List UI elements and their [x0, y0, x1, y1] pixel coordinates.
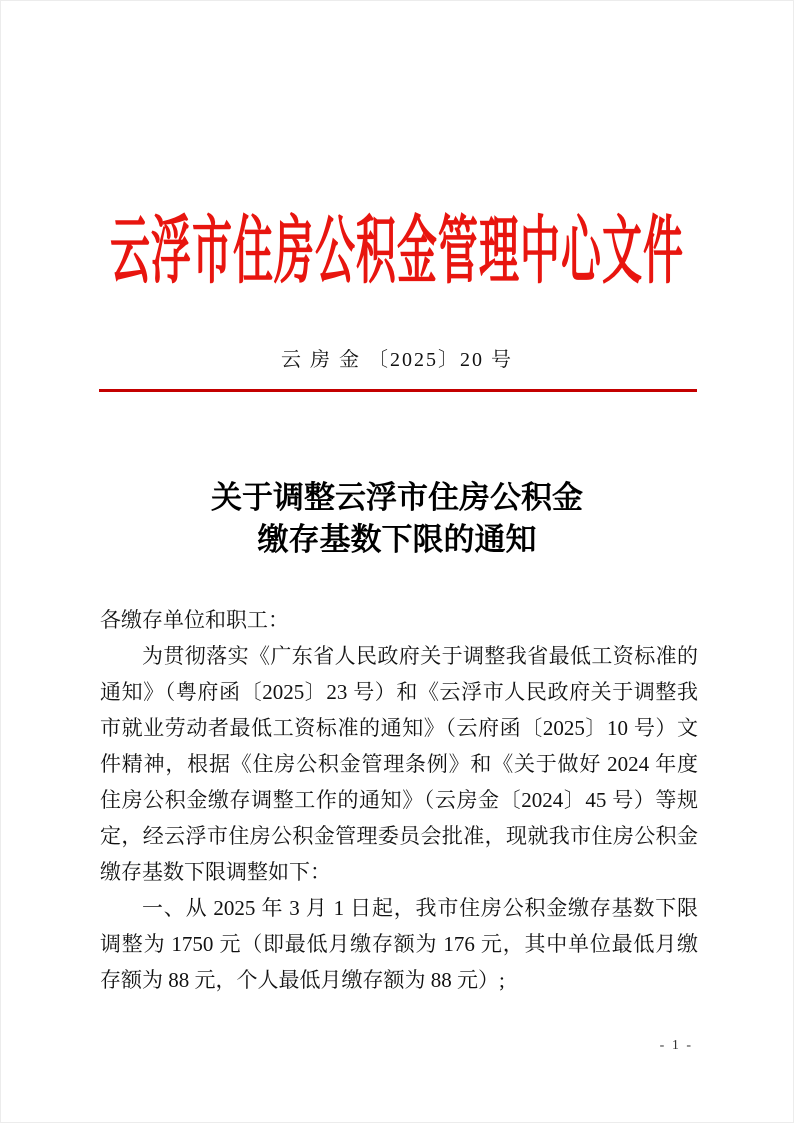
salutation: 各缴存单位和职工： [100, 608, 289, 632]
document-number: 云 房 金 〔2025〕20 号 [281, 349, 513, 371]
document-title [1, 477, 793, 561]
page-number: - 1 - [659, 1038, 693, 1053]
document-body [100, 602, 698, 998]
body-paragraph: 一、从 2025 年 3 月 1 日起，我市住房公积金缴存基数下限调整为 1750 元（即最低月缴存额为 176 元，其中单位最低月缴存额为 88 元，个人最低月缴存额为 88 元）; [100, 896, 698, 992]
red-divider-line [99, 389, 697, 392]
body-paragraph: 为贯彻落实《广东省人民政府关于调整我省最低工资标准的通知》（粤府函〔2025〕23 号）和《云浮市人民政府关于调整我市就业劳动者最低工资标准的通知》（云府函〔2025〕10 号）文件精神，根据《住房公积金管理条例》和《关于做好 2024 年度住房公积金缴存调整工作的通知》（云房金〔2024〕45 号）等规定，经云浮市住房公积金管理委员会批准，现就我市住房公积金缴存基数下限调整如下： [100, 644, 698, 884]
document-title-line1: 关于调整云浮市住房公积金 [211, 480, 583, 515]
document-title-line2: 缴存基数下限的通知 [257, 522, 537, 557]
agency-header-title: 云浮市住房公积金管理中心文件 [110, 209, 684, 293]
agency-header [1, 209, 793, 317]
